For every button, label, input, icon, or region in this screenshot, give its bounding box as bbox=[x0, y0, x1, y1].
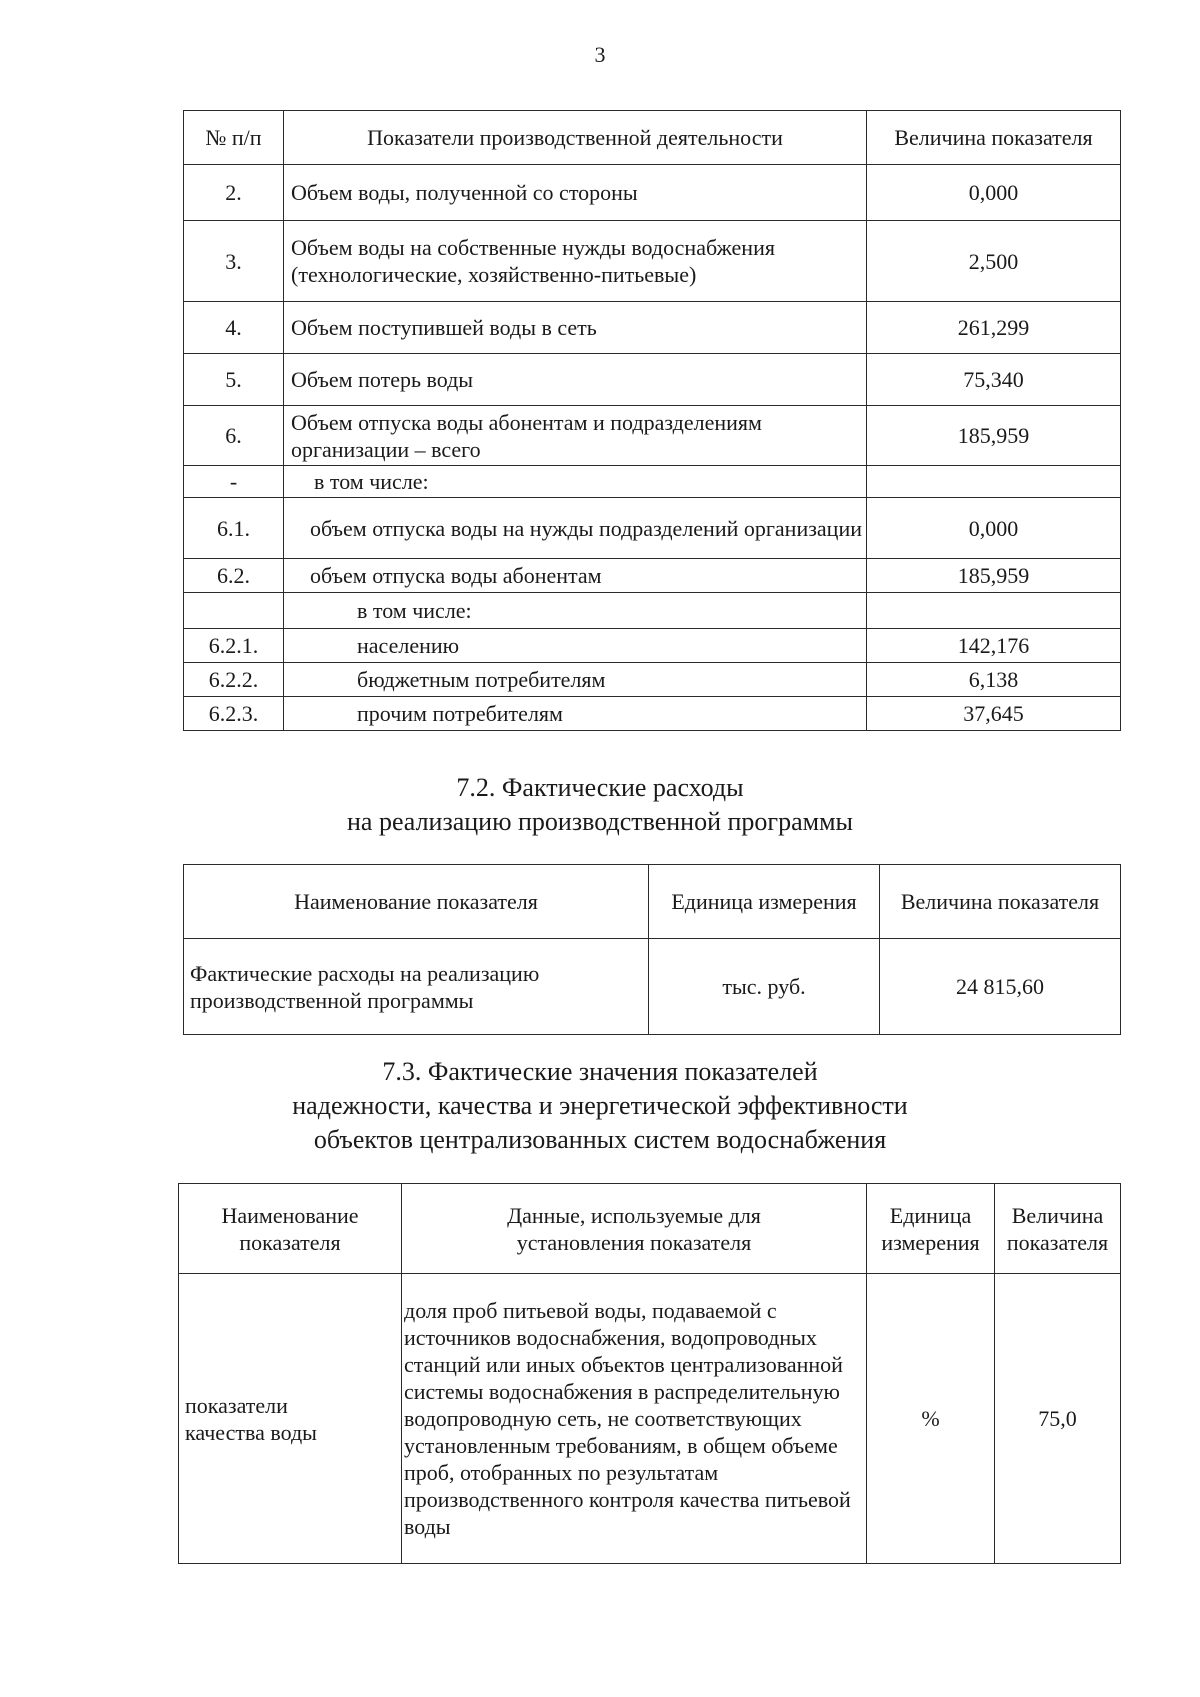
section-heading-7-2 bbox=[0, 771, 1200, 839]
header-value: Величина показателя bbox=[867, 111, 1121, 165]
row-name: в том числе: bbox=[284, 593, 867, 629]
table-header-row bbox=[184, 865, 1121, 939]
row-value: 37,645 bbox=[867, 697, 1121, 731]
quality-indicators-table bbox=[178, 1183, 1121, 1564]
expenses-table bbox=[183, 864, 1121, 1035]
table-row bbox=[179, 1274, 1121, 1564]
table-row bbox=[184, 221, 1121, 302]
table-row bbox=[184, 165, 1121, 221]
table-row bbox=[184, 697, 1121, 731]
row-number: 5. bbox=[184, 354, 284, 406]
row-value: 185,959 bbox=[867, 406, 1121, 466]
row-value: 261,299 bbox=[867, 302, 1121, 354]
row-number bbox=[184, 593, 284, 629]
row-value: 24 815,60 bbox=[880, 939, 1121, 1035]
row-unit: % bbox=[867, 1274, 995, 1564]
heading-line: объектов централизованных систем водоснабжения bbox=[313, 1125, 887, 1154]
row-name: Объем отпуска воды абонентам и подразделениям организации – всего bbox=[284, 406, 867, 466]
row-name: прочим потребителям bbox=[284, 697, 867, 731]
header-value: Величина показателя bbox=[880, 865, 1121, 939]
page-number: 3 bbox=[594, 42, 606, 67]
table-row bbox=[184, 466, 1121, 498]
header-indicator: Показатели производственной деятельности bbox=[284, 111, 867, 165]
row-name: показатели качества воды bbox=[179, 1274, 402, 1564]
row-value: 185,959 bbox=[867, 559, 1121, 593]
heading-line: надежности, качества и энергетической эффективности bbox=[292, 1091, 908, 1120]
row-number: 6.2.1. bbox=[184, 629, 284, 663]
table-row bbox=[184, 593, 1121, 629]
row-number: 6.2.3. bbox=[184, 697, 284, 731]
heading-line: 7.2. Фактические расходы bbox=[456, 773, 744, 802]
row-number: 6.2. bbox=[184, 559, 284, 593]
header-name: Наименование показателя bbox=[184, 865, 649, 939]
row-name: Фактические расходы на реализацию производственной программы bbox=[184, 939, 649, 1035]
row-value: 6,138 bbox=[867, 663, 1121, 697]
row-name: объем отпуска воды абонентам bbox=[284, 559, 867, 593]
row-name: объем отпуска воды на нужды подразделений организации bbox=[284, 498, 867, 559]
header-unit: Единица измерения bbox=[867, 1184, 995, 1274]
row-value: 2,500 bbox=[867, 221, 1121, 302]
row-name: бюджетным потребителям bbox=[284, 663, 867, 697]
row-number: 6.2.2. bbox=[184, 663, 284, 697]
table-row bbox=[184, 354, 1121, 406]
row-name: населению bbox=[284, 629, 867, 663]
section-heading-7-3 bbox=[0, 1055, 1200, 1157]
header-name: Наименование показателя bbox=[179, 1184, 402, 1274]
row-value: 0,000 bbox=[867, 165, 1121, 221]
row-value: 75,0 bbox=[995, 1274, 1121, 1564]
row-value: 75,340 bbox=[867, 354, 1121, 406]
table-row bbox=[184, 939, 1121, 1035]
table-row bbox=[184, 629, 1121, 663]
table-row bbox=[184, 559, 1121, 593]
row-number: 3. bbox=[184, 221, 284, 302]
row-name: Объем поступившей воды в сеть bbox=[284, 302, 867, 354]
row-name: Объем воды, полученной со стороны bbox=[284, 165, 867, 221]
header-value: Величина показателя bbox=[995, 1184, 1121, 1274]
table-header-row bbox=[179, 1184, 1121, 1274]
table-row bbox=[184, 302, 1121, 354]
row-number: 6.1. bbox=[184, 498, 284, 559]
row-name: в том числе: bbox=[284, 466, 867, 498]
table-row bbox=[184, 663, 1121, 697]
row-value: 142,176 bbox=[867, 629, 1121, 663]
row-number: 6. bbox=[184, 406, 284, 466]
row-value bbox=[867, 593, 1121, 629]
row-number: 4. bbox=[184, 302, 284, 354]
row-number: - bbox=[184, 466, 284, 498]
row-data: доля проб питьевой воды, подаваемой с источников водоснабжения, водопроводных станций или иных объектов централизованной системы водоснабжения в распределительную водопроводную сеть, не соответствующих установленным требованиям, в общем объеме проб, отобранных по результатам производственного контроля качества питьевой воды bbox=[402, 1274, 867, 1564]
header-data: Данные, используемые для установления показателя bbox=[402, 1184, 867, 1274]
row-unit: тыс. руб. bbox=[649, 939, 880, 1035]
header-number: № п/п bbox=[184, 111, 284, 165]
production-indicators-table bbox=[183, 110, 1121, 731]
row-name: Объем потерь воды bbox=[284, 354, 867, 406]
row-value: 0,000 bbox=[867, 498, 1121, 559]
table-row bbox=[184, 498, 1121, 559]
table-row bbox=[184, 406, 1121, 466]
heading-line: 7.3. Фактические значения показателей bbox=[382, 1057, 818, 1086]
header-unit: Единица измерения bbox=[649, 865, 880, 939]
row-value bbox=[867, 466, 1121, 498]
heading-line: на реализацию производственной программы bbox=[346, 807, 853, 836]
row-number: 2. bbox=[184, 165, 284, 221]
table-header-row bbox=[184, 111, 1121, 165]
row-name: Объем воды на собственные нужды водоснабжения (технологические, хозяйственно-питьевые) bbox=[284, 221, 867, 302]
